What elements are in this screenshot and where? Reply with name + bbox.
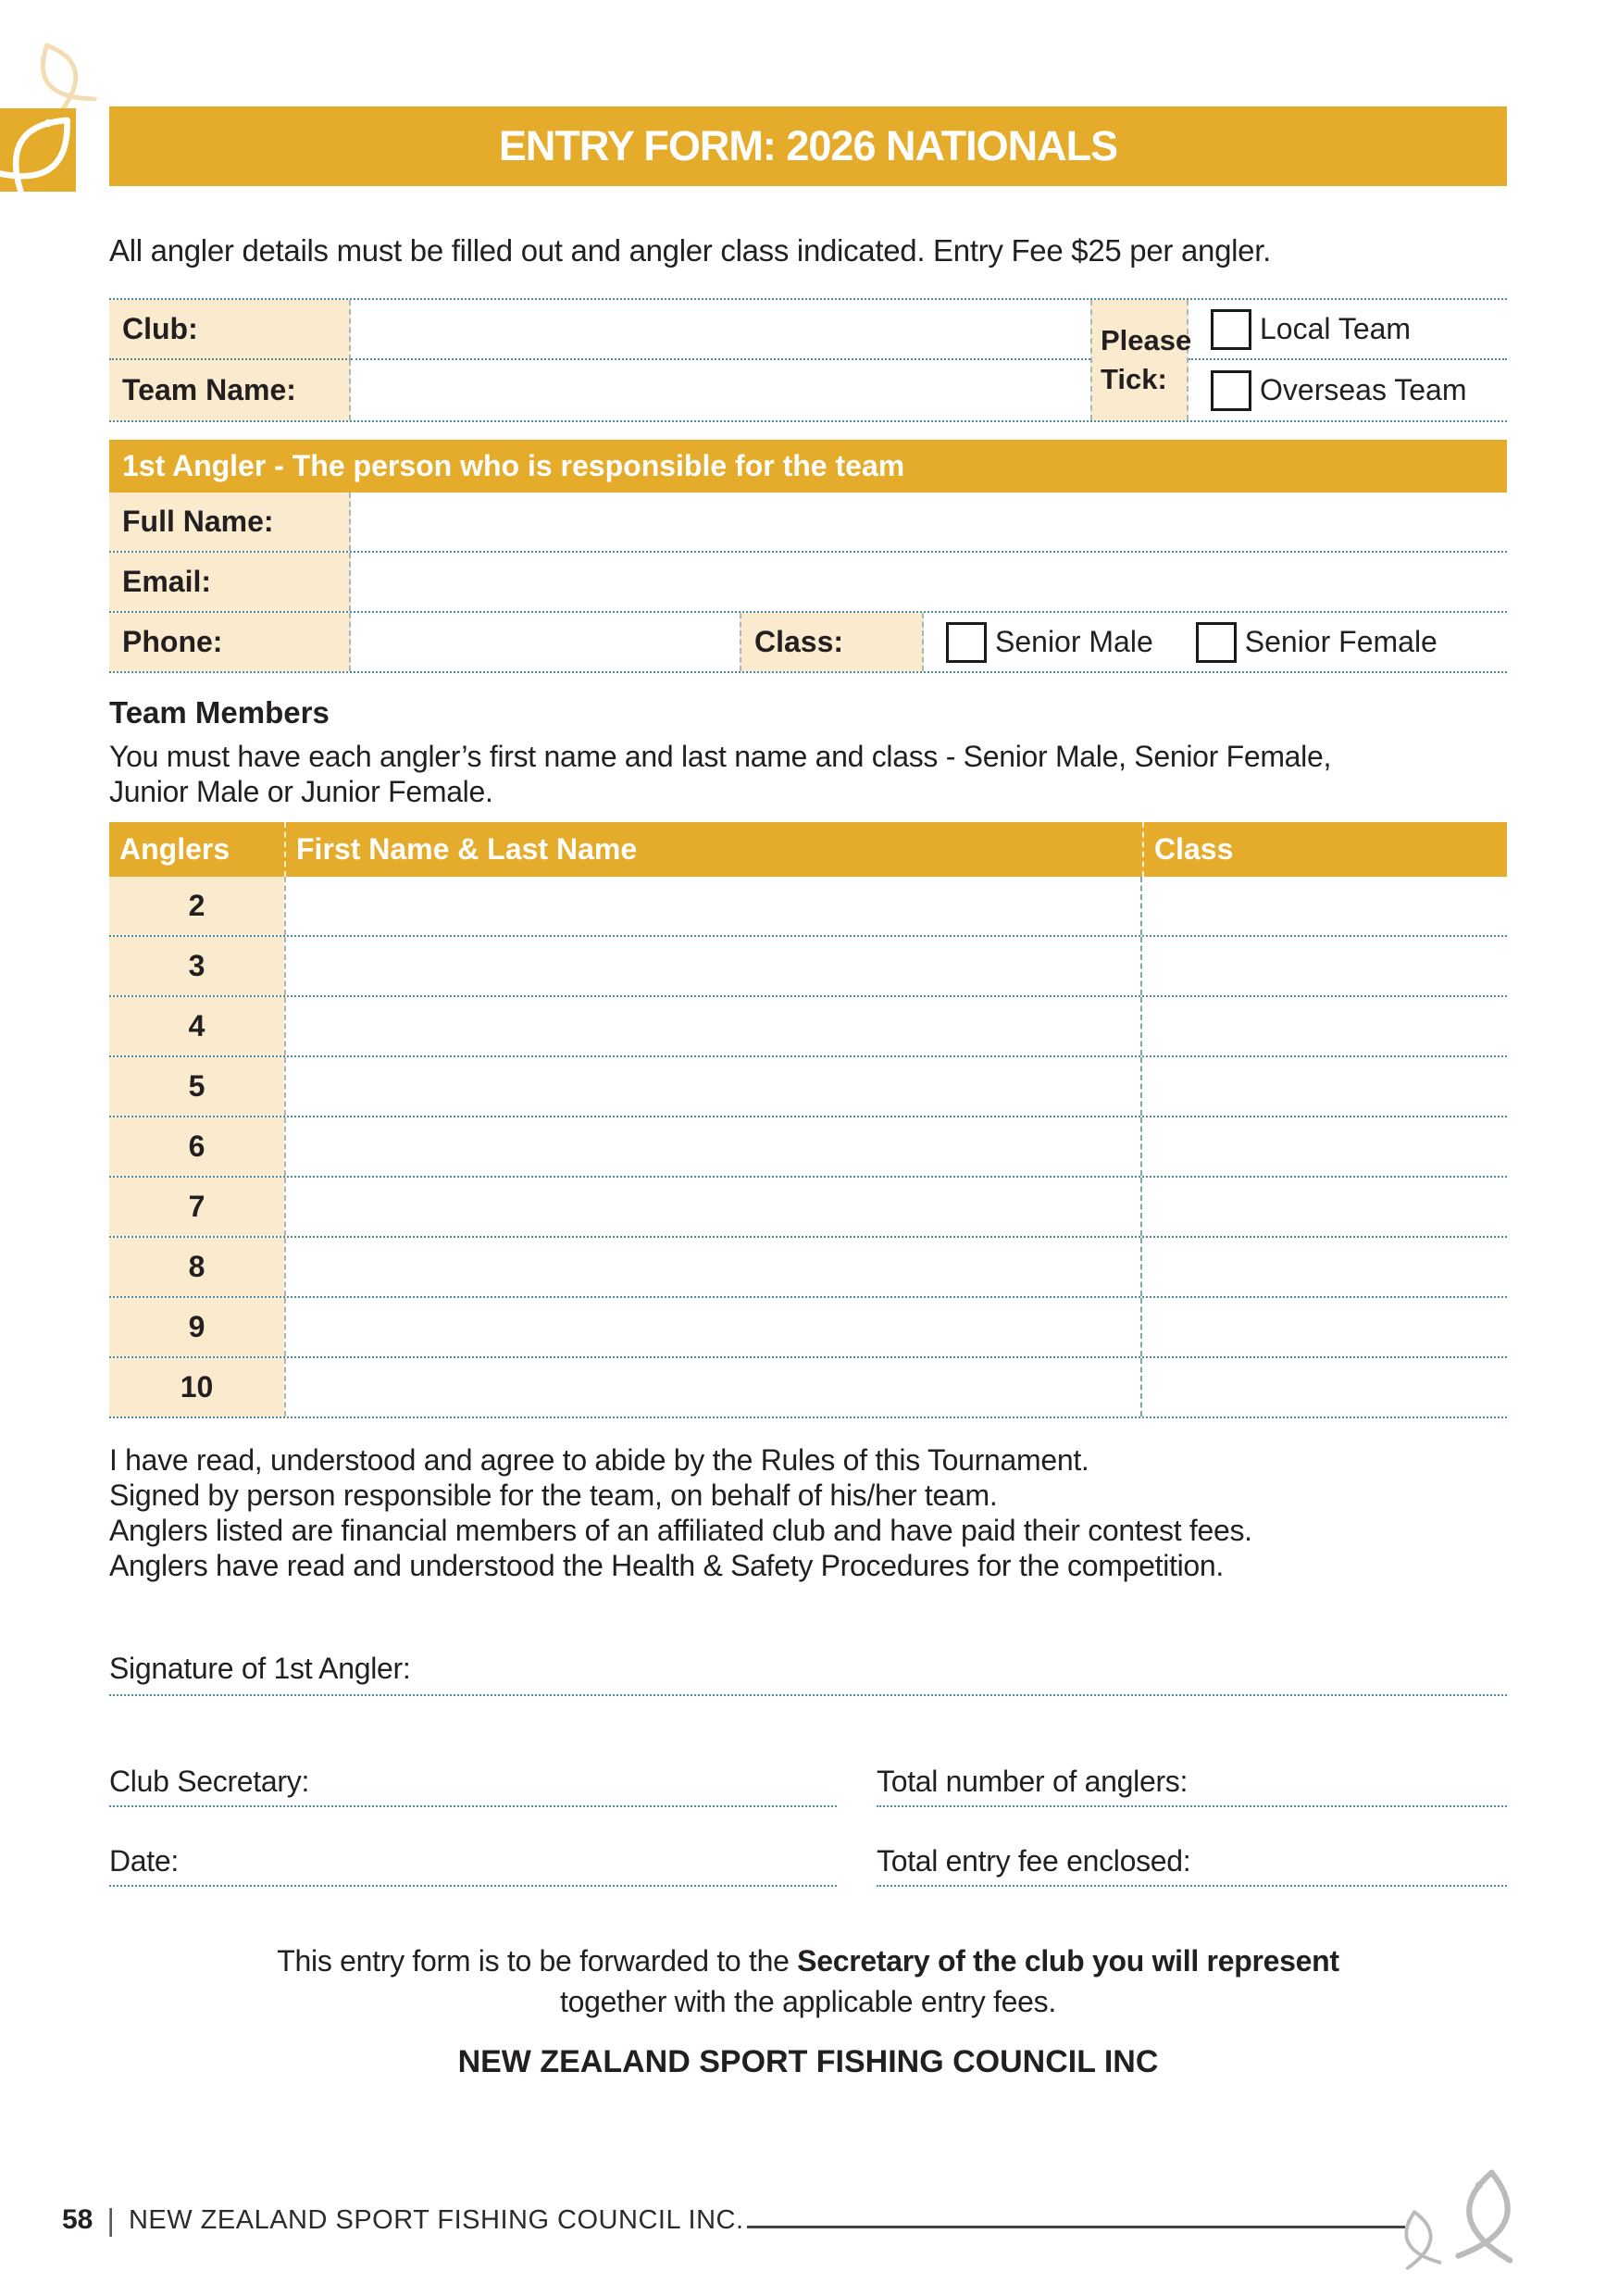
club-secretary-line[interactable]	[109, 1765, 837, 1807]
angler-name-input[interactable]	[284, 1358, 1142, 1416]
anglers-table-header	[109, 822, 1507, 877]
full-name-label: Full Name:	[109, 493, 351, 551]
signature-label: Signature of 1st Angler:	[109, 1652, 411, 1685]
total-anglers-label: Total number of anglers:	[877, 1765, 1189, 1798]
declaration-line: Signed by person responsible for the team, on behalf of his/her team.	[109, 1479, 998, 1512]
angler-number: 8	[109, 1238, 284, 1296]
declaration-line: Anglers have read and understood the Health & Safety Procedures for the competition.	[109, 1549, 1224, 1582]
forwarding-note	[109, 1940, 1507, 2022]
class-label: Class:	[740, 613, 924, 671]
column-header-class: Class	[1142, 822, 1507, 877]
declaration-text	[109, 1442, 1252, 1583]
fish-icon	[0, 108, 76, 192]
table-row	[109, 1238, 1507, 1298]
local-team-label: Local Team	[1260, 312, 1412, 345]
logo-gold-square	[0, 108, 76, 192]
fish-icon	[1388, 2203, 1450, 2273]
team-members-description-line2: Junior Male or Junior Female.	[109, 775, 493, 808]
footer-separator: |	[106, 2202, 115, 2237]
overseas-team-checkbox[interactable]	[1211, 370, 1251, 411]
team-members-description-line1: You must have each angler’s first name and last name and class - Senior Male, Senior Female,	[109, 740, 1332, 773]
first-angler-section-header: 1st Angler - The person who is responsible for the team	[109, 440, 1507, 493]
angler-number: 6	[109, 1117, 284, 1176]
angler-number: 5	[109, 1057, 284, 1116]
table-row	[109, 1358, 1507, 1418]
senior-female-option	[1196, 622, 1438, 663]
club-label: Club:	[109, 300, 351, 360]
date-label: Date:	[109, 1844, 179, 1878]
intro-text: All angler details must be filled out and angler class indicated. Entry Fee $25 per angler.	[109, 233, 1271, 268]
angler-class-input[interactable]	[1142, 1178, 1507, 1236]
page-footer	[62, 2202, 744, 2238]
declaration-line: Anglers listed are financial members of an affiliated club and have paid their contest fees.	[109, 1514, 1252, 1547]
full-name-input[interactable]	[351, 493, 1507, 551]
angler-number: 4	[109, 997, 284, 1055]
forwarding-line1: This entry form is to be forwarded to the Secretary of the club you will represent	[277, 1944, 1339, 1978]
please-tick-label	[1090, 300, 1192, 420]
forwarding-line2: together with the applicable entry fees.	[560, 1985, 1056, 2018]
senior-male-option	[946, 622, 1153, 663]
club-input[interactable]	[351, 300, 1090, 360]
email-label: Email:	[109, 553, 351, 611]
please-tick-line2: Tick:	[1101, 363, 1167, 395]
angler-name-input[interactable]	[284, 937, 1142, 995]
table-row	[109, 1057, 1507, 1117]
club-team-section	[109, 298, 1507, 422]
angler-class-input[interactable]	[1142, 1358, 1507, 1416]
angler-name-input[interactable]	[284, 877, 1142, 935]
angler-name-input[interactable]	[284, 1178, 1142, 1236]
overseas-team-option	[1189, 360, 1507, 420]
overseas-team-label: Overseas Team	[1260, 373, 1467, 406]
table-row	[109, 997, 1507, 1057]
total-anglers-line[interactable]	[877, 1765, 1507, 1807]
angler-class-input[interactable]	[1142, 997, 1507, 1055]
signature-line[interactable]	[109, 1652, 1507, 1696]
local-team-option	[1189, 300, 1507, 360]
angler-name-input[interactable]	[284, 997, 1142, 1055]
senior-male-checkbox[interactable]	[946, 622, 987, 663]
email-input[interactable]	[351, 553, 1507, 611]
forwarding-line1-bold: Secretary of the club you will represent	[797, 1944, 1339, 1978]
angler-name-input[interactable]	[284, 1298, 1142, 1356]
fish-icon	[1443, 2163, 1533, 2266]
phone-label: Phone:	[109, 613, 351, 671]
team-members-heading: Team Members	[109, 695, 330, 730]
angler-name-input[interactable]	[284, 1057, 1142, 1116]
angler-class-input[interactable]	[1142, 1117, 1507, 1176]
team-name-label: Team Name:	[109, 360, 351, 420]
date-line[interactable]	[109, 1844, 837, 1887]
team-name-input[interactable]	[351, 360, 1090, 420]
angler-class-input[interactable]	[1142, 877, 1507, 935]
total-fee-label: Total entry fee enclosed:	[877, 1844, 1191, 1878]
senior-female-checkbox[interactable]	[1196, 622, 1237, 663]
column-header-name: First Name & Last Name	[284, 822, 1142, 877]
angler-number: 9	[109, 1298, 284, 1356]
table-row	[109, 1117, 1507, 1178]
angler-name-input[interactable]	[284, 1238, 1142, 1296]
angler-number: 2	[109, 877, 284, 935]
organisation-name: NEW ZEALAND SPORT FISHING COUNCIL INC	[457, 2044, 1159, 2079]
angler-class-input[interactable]	[1142, 937, 1507, 995]
angler-number: 7	[109, 1178, 284, 1236]
please-tick-line1: Please	[1101, 324, 1192, 356]
table-row	[109, 1298, 1507, 1358]
angler-class-input[interactable]	[1142, 1057, 1507, 1116]
senior-female-label: Senior Female	[1244, 625, 1438, 658]
angler-number: 3	[109, 937, 284, 995]
first-angler-fields	[109, 493, 1507, 673]
anglers-table	[109, 822, 1507, 1418]
angler-name-input[interactable]	[284, 1117, 1142, 1176]
phone-input[interactable]	[351, 613, 740, 671]
table-row	[109, 937, 1507, 997]
table-row	[109, 877, 1507, 937]
table-row	[109, 1178, 1507, 1238]
footer-org-name: NEW ZEALAND SPORT FISHING COUNCIL INC.	[128, 2204, 744, 2235]
senior-male-label: Senior Male	[995, 625, 1153, 658]
local-team-checkbox[interactable]	[1211, 309, 1251, 350]
class-options	[924, 613, 1507, 671]
team-members-intro	[109, 695, 1331, 809]
total-fee-line[interactable]	[877, 1844, 1507, 1887]
page-number: 58	[62, 2204, 93, 2235]
column-header-anglers: Anglers	[119, 832, 230, 866]
angler-class-input[interactable]	[1142, 1238, 1507, 1296]
angler-class-input[interactable]	[1142, 1298, 1507, 1356]
declaration-line: I have read, understood and agree to abide by the Rules of this Tournament.	[109, 1443, 1089, 1477]
footer-rule	[747, 2226, 1405, 2228]
page-title: ENTRY FORM: 2026 NATIONALS	[109, 106, 1507, 186]
angler-number: 10	[109, 1358, 284, 1416]
club-secretary-label: Club Secretary:	[109, 1765, 310, 1798]
